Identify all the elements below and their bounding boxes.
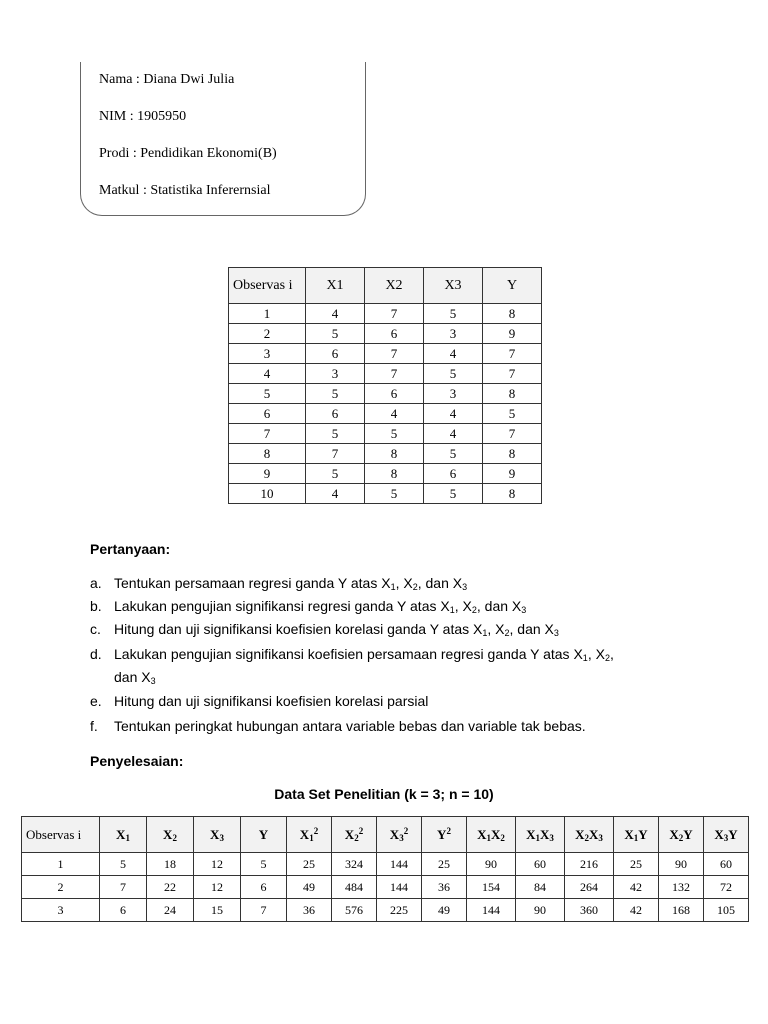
question-letter: c. — [90, 621, 101, 637]
question-text: Tentukan peringkat hubungan antara variable bebas dan variable tak bebas. — [114, 718, 586, 734]
table-cell: 15 — [194, 899, 241, 922]
table-cell: 25 — [422, 853, 467, 876]
table-cell: 22 — [147, 876, 194, 899]
observation-table-header — [229, 268, 542, 304]
table-cell: 8 — [483, 444, 542, 464]
table-cell: 168 — [659, 899, 704, 922]
col-x1x2: $X_1X_2$ — [467, 817, 516, 853]
table-cell: 8 — [483, 304, 542, 324]
table-cell: 4 — [424, 404, 483, 424]
col-x2-squared: $X_2^2$ — [332, 817, 377, 853]
question-letter: d. — [90, 646, 102, 662]
table-cell: 6 — [306, 404, 365, 424]
question-text: Hitung dan uji signifikansi koefisien korelasi ganda Y atas $X_1$, $X_2$, dan $X_3$ — [114, 621, 559, 638]
observation-table — [228, 267, 542, 504]
table-cell: 5 — [424, 484, 483, 504]
table-row — [229, 364, 542, 384]
col-x1-squared: $X_1^2$ — [287, 817, 332, 853]
table-cell: 4 — [424, 344, 483, 364]
table-cell: 2 — [22, 876, 100, 899]
table-cell: 5 — [365, 424, 424, 444]
table-cell: 576 — [332, 899, 377, 922]
table-cell: 7 — [100, 876, 147, 899]
question-text: Lakukan pengujian signifikansi regresi ganda Y atas $X_1$, $X_2$, dan $X_3$ — [114, 598, 527, 615]
table-cell: 18 — [147, 853, 194, 876]
col-y: Y — [241, 817, 287, 853]
table-cell: 5 — [424, 444, 483, 464]
table-cell: 25 — [287, 853, 332, 876]
table-cell: 42 — [614, 899, 659, 922]
table-cell: 8 — [483, 384, 542, 404]
table-cell: 484 — [332, 876, 377, 899]
table-cell: 132 — [659, 876, 704, 899]
table-cell: 7 — [306, 444, 365, 464]
table-cell: 3 — [229, 344, 306, 364]
solution-title: Penyelesaian: — [90, 753, 184, 769]
table-cell: 6 — [229, 404, 306, 424]
table-cell: 5 — [365, 484, 424, 504]
table-cell: 4 — [306, 484, 365, 504]
col-x1y: $X_1Y$ — [614, 817, 659, 853]
table-cell: 36 — [287, 899, 332, 922]
table-cell: 9 — [483, 464, 542, 484]
student-matkul: Matkul : Statistika Inferernsial — [99, 183, 271, 198]
table-cell: 5 — [306, 384, 365, 404]
col-y-squared: $Y^2$ — [422, 817, 467, 853]
col-x1x3: $X_1X_3$ — [516, 817, 565, 853]
table-cell: 5 — [306, 324, 365, 344]
table-cell: 25 — [614, 853, 659, 876]
table-cell: 36 — [422, 876, 467, 899]
table-cell: 5 — [306, 464, 365, 484]
col-observasi: Observas i — [229, 268, 306, 304]
question-text: dan $X_3$ — [114, 669, 156, 686]
table-row — [22, 853, 749, 876]
table-cell: 90 — [467, 853, 516, 876]
table-row — [229, 464, 542, 484]
col-x2x3: $X_2X_3$ — [565, 817, 614, 853]
table-cell: 6 — [365, 324, 424, 344]
table-cell: 12 — [194, 876, 241, 899]
table-row — [229, 424, 542, 444]
table-cell: 9 — [229, 464, 306, 484]
col-x1: X1 — [306, 268, 365, 304]
question-text: Hitung dan uji signifikansi koefisien korelasi parsial — [114, 693, 429, 709]
student-nim: NIM : 1905950 — [99, 109, 187, 124]
table-cell: 6 — [365, 384, 424, 404]
table-cell: 7 — [483, 424, 542, 444]
col-x2: $X_2$ — [147, 817, 194, 853]
table-cell: 5 — [424, 304, 483, 324]
table-cell: 24 — [147, 899, 194, 922]
computation-table-header — [22, 817, 749, 853]
table-cell: 6 — [306, 344, 365, 364]
student-prodi: Prodi : Pendidikan Ekonomi(B) — [99, 146, 277, 161]
table-cell: 8 — [365, 464, 424, 484]
table-cell: 1 — [22, 853, 100, 876]
table-cell: 7 — [483, 344, 542, 364]
table-cell: 3 — [424, 324, 483, 344]
table-cell: 5 — [100, 853, 147, 876]
table-cell: 324 — [332, 853, 377, 876]
question-letter: f. — [90, 718, 98, 734]
table-cell: 264 — [565, 876, 614, 899]
computation-table — [21, 816, 749, 922]
table-cell: 7 — [229, 424, 306, 444]
table-cell: 144 — [467, 899, 516, 922]
table-cell: 4 — [306, 304, 365, 324]
table-cell: 154 — [467, 876, 516, 899]
table-cell: 90 — [659, 853, 704, 876]
table-row — [22, 876, 749, 899]
table-cell: 90 — [516, 899, 565, 922]
table-cell: 3 — [424, 384, 483, 404]
table-cell: 4 — [424, 424, 483, 444]
identity-card — [80, 62, 366, 216]
table-row — [22, 899, 749, 922]
dataset-title: Data Set Penelitian (k = 3; n = 10) — [274, 786, 494, 802]
table-cell: 4 — [229, 364, 306, 384]
table-cell: 8 — [365, 444, 424, 464]
table-cell: 105 — [704, 899, 749, 922]
question-text: Lakukan pengujian signifikansi koefisien persamaan regresi ganda Y atas $X_1$, $X_2$, — [114, 646, 614, 663]
question-text: Tentukan persamaan regresi ganda Y atas $X_1$, $X_2$, dan $X_3$ — [114, 575, 468, 592]
table-cell: 5 — [306, 424, 365, 444]
table-cell: 2 — [229, 324, 306, 344]
table-row — [229, 484, 542, 504]
table-cell: 6 — [100, 899, 147, 922]
table-cell: 360 — [565, 899, 614, 922]
table-cell: 49 — [422, 899, 467, 922]
table-cell: 4 — [365, 404, 424, 424]
table-cell: 144 — [377, 853, 422, 876]
col-x2y: $X_2Y$ — [659, 817, 704, 853]
table-cell: 225 — [377, 899, 422, 922]
table-cell: 7 — [365, 364, 424, 384]
table-cell: 8 — [483, 484, 542, 504]
questions-title: Pertanyaan: — [90, 541, 171, 557]
table-row — [229, 324, 542, 344]
student-name: Nama : Diana Dwi Julia — [99, 72, 235, 87]
table-cell: 42 — [614, 876, 659, 899]
table-cell: 3 — [306, 364, 365, 384]
table-cell: 49 — [287, 876, 332, 899]
table-row — [229, 444, 542, 464]
table-cell: 8 — [229, 444, 306, 464]
col-x2: X2 — [365, 268, 424, 304]
table-cell: 5 — [483, 404, 542, 424]
table-cell: 5 — [424, 364, 483, 384]
col-x3: $X_3$ — [194, 817, 241, 853]
col-x3: X3 — [424, 268, 483, 304]
table-cell: 216 — [565, 853, 614, 876]
table-cell: 1 — [229, 304, 306, 324]
table-cell: 6 — [424, 464, 483, 484]
table-cell: 144 — [377, 876, 422, 899]
table-cell: 7 — [483, 364, 542, 384]
table-row — [229, 304, 542, 324]
col-x3-squared: $X_3^2$ — [377, 817, 422, 853]
col-x3y: $X_3Y$ — [704, 817, 749, 853]
table-row — [229, 404, 542, 424]
question-letter: b. — [90, 598, 102, 614]
table-cell: 9 — [483, 324, 542, 344]
table-cell: 7 — [365, 304, 424, 324]
table-cell: 7 — [241, 899, 287, 922]
table-cell: 6 — [241, 876, 287, 899]
table-row — [229, 344, 542, 364]
col-observasi: Observas i — [22, 817, 100, 853]
table-cell: 7 — [365, 344, 424, 364]
table-cell: 60 — [516, 853, 565, 876]
table-cell: 5 — [229, 384, 306, 404]
table-cell: 12 — [194, 853, 241, 876]
table-cell: 84 — [516, 876, 565, 899]
table-cell: 3 — [22, 899, 100, 922]
table-row — [229, 384, 542, 404]
table-cell: 10 — [229, 484, 306, 504]
question-letter: e. — [90, 693, 102, 709]
question-letter: a. — [90, 575, 102, 591]
table-cell: 5 — [241, 853, 287, 876]
table-cell: 60 — [704, 853, 749, 876]
table-cell: 72 — [704, 876, 749, 899]
col-x1: $X_1$ — [100, 817, 147, 853]
col-y: Y — [483, 268, 542, 304]
